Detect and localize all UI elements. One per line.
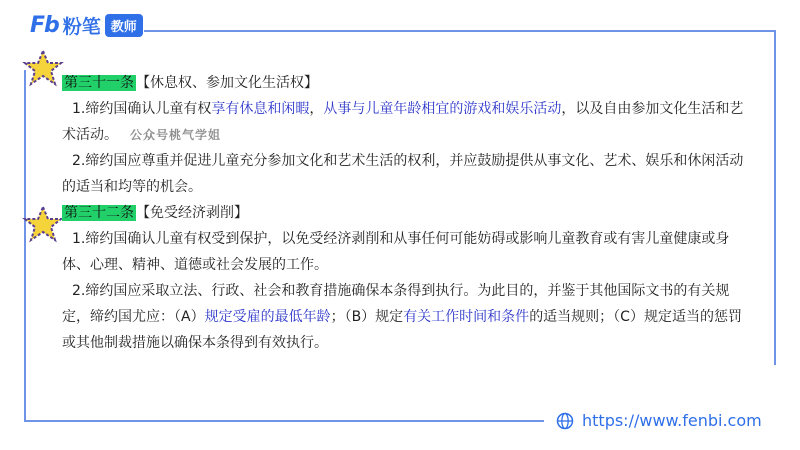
logo-letters: Fb [30,13,59,38]
paragraph-text: 1.缔约国确认儿童有权 [72,101,212,117]
paragraph-text: 1.缔约国确认儿童有权受到保护，以免受经济剥削和从事任何可能妨碍或影响儿童教育或有害儿童健康或身体、心理、精神、道德或社会发展的工作。 [62,231,730,273]
website-link[interactable] [556,411,762,430]
logo-name: 粉笔 [62,16,101,38]
article-number: 第三十一条 [64,75,134,91]
paragraph-text: ，以及自由参加文化生活和艺术活动。 [62,101,744,143]
fenbi-logo [30,12,143,39]
globe-icon [556,412,574,430]
paragraph-text: ， [309,101,324,117]
logo-badge: 教师 [105,14,143,37]
article-number: 第三十二条 [64,205,134,221]
emphasis-text: 享有休息和闲暇 [211,101,310,117]
article-paragraph [62,96,752,148]
article-paragraph [62,148,752,200]
emphasis-text: 从事与儿童年龄相宜的游戏和娱乐活动 [323,101,562,117]
emphasis-text: 规定受雇的最低年龄 [204,309,331,325]
paragraph-text: 的适当规则；（C）规定适当的惩罚或其他制裁措施以确保本条得到有效执行。 [62,309,742,351]
star-icon [22,204,64,244]
article-paragraph [62,278,752,356]
article-paragraph [62,226,752,278]
paragraph-text: 2.缔约国应尊重并促进儿童充分参加文化和艺术生活的权利，并应鼓励提供从事文化、艺术、娱乐和休闲活动的适当和均等的机会。 [62,153,744,195]
url-text[interactable]: https://www.fenbi.com [582,411,762,430]
article-heading [62,200,752,226]
paragraph-text: ；（B）规定 [330,309,404,325]
emphasis-text: 有关工作时间和条件 [403,309,530,325]
star-icon [22,48,64,88]
document-body [62,70,752,356]
watermark-text: 公众号桃气学姐 [130,128,222,142]
article-title: 【休息权、参加文化生活权】 [136,75,318,91]
article-title: 【免受经济剥削】 [136,205,248,221]
article-heading [62,70,752,96]
paragraph-text: 2.缔约国应采取立法、行政、社会和教育措施确保本条得到执行。为此目的，并鉴于其他国际文书的有关规定，缔约国尤应：（A） [62,283,730,325]
